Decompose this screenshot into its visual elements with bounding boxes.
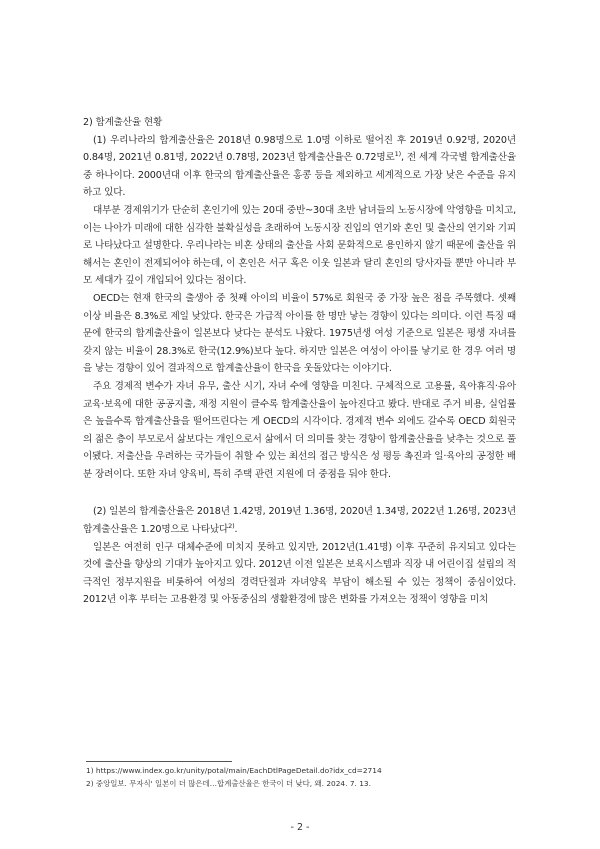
paragraph-japan-policy: 일본은 여전히 인구 대체수준에 미치지 못하고 있지만, 2012년(1.41명) 이후 꾸준히 유지되고 있다는 것에 출산율 향상의 기대가 높아지고 있다. 2012년 이전 일본은 보육시스템과 직장 내 어린이집 설립의 적극적인 정부지원을 비롯하여 여성의 경력단절과 자녀양육 부담이 해소될 수 있는 정책이 중심이었다. 2012년 이후 부터는 고용환경 및 아동중심의 생활환경에 많은 변화를 가져오는 정책이 영향을 미치 xyxy=(83,541,516,606)
paragraph-gap xyxy=(83,483,516,503)
paragraph-economic-variables: 주요 경제적 변수가 자녀 유무, 출산 시기, 자녀 수에 영향을 미친다. 구체적으로 고용률, 육아휴직·유아교육·보육에 대한 공공지출, 재정 지원이 클수록 합계출산율이 높아진다고 봤다. 반대로 주거 비용, 실업률은 높을수록 합계출산율을 떨어뜨린다는 게 OECD의 시각이다. 경제적 변수 외에도 갈수록 OECD 회원국의 젊은 층이 부모로서 삶보다는 개인으로서 삶에서 더 의미를 찾는 경향이 합계출산율을 낮추는 것으로 풀이됐다. 저출산을 우려하는 국가들이 취할 수 있는 최선의 접근 방식은 성 평등 촉진과 일·육아의 공정한 배분 장려이다. 또한 자녀 양육비, 특히 주택 관련 지원에 더 중점을 둬야 한다. xyxy=(83,380,516,480)
page-number: - 2 - xyxy=(290,822,310,833)
body-text xyxy=(83,114,516,609)
paragraph-korea-rate: (1) 우리나라의 합계출산율은 2018년 0.98명으로 1.0명 이하로 떨어진 후 2019년 0.92명, 2020년 0.84명, 2021년 0.81명, 2022년 0.78명, 2023년 합계출산율은 0.72명로$^{1)}$, 전 세계 각국별 합계출산율 중 하나이다. 2000년대 이후 한국의 합계출산율은 홍콩 등을 제외하고 세계적으로 가장 낮은 수준을 유지하고 있다. xyxy=(83,134,516,199)
footnote-2: 2) 중앙일보. 무자식' 일본이 더 많은데…합계출산율은 한국이 더 낮다, 왜. 2024. 7. 13. xyxy=(86,778,371,788)
footnotes xyxy=(86,765,526,790)
footnote-divider xyxy=(86,761,232,762)
section-title: 2) 합계출산율 현황 xyxy=(83,117,163,128)
footnote-ref-1[interactable]: 1) xyxy=(394,150,401,158)
paragraph-oecd-first-child: OECD는 현재 한국의 출생아 중 첫째 아이의 비율이 57%로 회원국 중 가장 높은 점을 주목했다. 셋째 이상 비율은 8.3%로 제일 낮았다. 한국은 가급적 아이를 한 명만 낳는 경향이 있다는 의미다. 이런 특징 때문에 한국의 합계출산율이 일본보다 낮다는 분석도 나왔다. 1975년생 여성 기준으로 일본은 평생 자녀를 갖지 않는 비율이 28.3%로 한국(12.9%)보다 높다. 하지만 일본은 여성이 아이를 낳기로 한 경우 여러 명을 낳는 경향이 있어 결과적으로 합계출산율이 한국을 웃돌았다는 이야기다. xyxy=(83,292,516,375)
paragraph-economic-crisis: 대부분 경제위기가 단순히 혼인기에 있는 20대 중반~30대 초반 남녀들의 노동시장에 악영향을 미치고, 이는 나아가 미래에 대한 심각한 불확실성을 초래하여 노동시장 진입의 연기와 혼인 및 출산의 연기와 기피로 나타났다고 설명한다. 우리나라는 비혼 상태의 출산을 사회 문화적으로 용인하지 않기 때문에 출산을 위해서는 혼인이 전제되어야 하는데, 이 혼인은 서구 혹은 이웃 일본과 달리 혼인의 당사자들 뿐만 아니라 부모 세대가 깊이 개입되어 있다는 점이다. xyxy=(83,204,516,287)
paragraph-japan-rate: (2) 일본의 합계출산율은 2018년 1.42명, 2019년 1.36명, 2020년 1.34명, 2022년 1.26명, 2023년 합계출산율은 1.20명으로 나타났다$^{2)}$. xyxy=(83,506,516,536)
footnote-1[interactable]: 1) https://www.index.go.kr/unity/potal/main/EachDtlPageDetail.do?idx_cd=2714 xyxy=(86,766,382,775)
footnote-ref-2[interactable]: 2) xyxy=(228,521,235,530)
